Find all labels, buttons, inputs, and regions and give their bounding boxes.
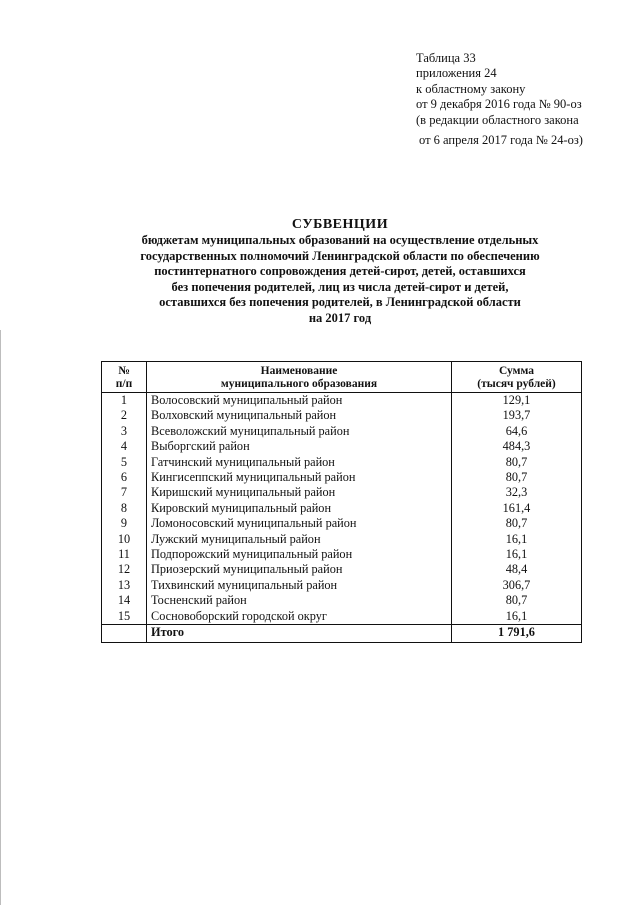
- row-number: 15: [102, 609, 147, 625]
- row-sum: 80,7: [452, 593, 582, 608]
- subsidies-table: [101, 361, 582, 643]
- row-number: 9: [102, 516, 147, 531]
- table-row: [102, 470, 582, 485]
- row-name: Гатчинский муниципальный район: [147, 455, 452, 470]
- row-name: Тосненский район: [147, 593, 452, 608]
- table-row: [102, 424, 582, 439]
- row-number: 13: [102, 578, 147, 593]
- table-row: [102, 578, 582, 593]
- row-name: Лужский муниципальный район: [147, 532, 452, 547]
- header-number-line: п/п: [115, 378, 133, 390]
- table-row: [102, 532, 582, 547]
- table-row: [102, 408, 582, 423]
- total-number-cell: [102, 625, 147, 642]
- table-row: [102, 562, 582, 577]
- row-name: Киришский муниципальный район: [147, 485, 452, 500]
- row-sum: 161,4: [452, 501, 582, 516]
- row-number: 5: [102, 455, 147, 470]
- subtitle-line: без попечения родителей, лиц из числа детей-сирот и детей,: [171, 279, 509, 294]
- row-sum: 16,1: [452, 609, 582, 625]
- table-header-row: [102, 362, 582, 393]
- total-sum: 1 791,6: [452, 625, 582, 642]
- subtitle-line: оставшихся без попечения родителей, в Ленинградской области: [159, 295, 521, 310]
- appendix-line-edition-date: от 6 апреля 2017 года № 24-оз): [419, 133, 583, 148]
- title-main: СУБВЕНЦИИ: [291, 217, 389, 232]
- table-total-row: [102, 625, 582, 642]
- table-row: [102, 593, 582, 608]
- row-number: 11: [102, 547, 147, 562]
- table-row: [102, 516, 582, 531]
- page-edge-line: [0, 330, 1, 905]
- row-number: 2: [102, 408, 147, 423]
- appendix-line-law-date: от 9 декабря 2016 года № 90-оз: [416, 97, 582, 112]
- row-name: Приозерский муниципальный район: [147, 562, 452, 577]
- row-name: Тихвинский муниципальный район: [147, 578, 452, 593]
- row-name: Выборгский район: [147, 439, 452, 454]
- header-number: [102, 362, 147, 393]
- table-row: [102, 485, 582, 500]
- subtitle-line: государственных полномочий Ленинградской области по обеспечению: [140, 248, 540, 263]
- row-name: Кингисеппский муниципальный район: [147, 470, 452, 485]
- total-label: Итого: [147, 625, 452, 642]
- document-title: [60, 216, 620, 327]
- row-sum: 193,7: [452, 408, 582, 423]
- title-subtitle: [60, 233, 620, 327]
- table-row: [102, 547, 582, 562]
- row-sum: 484,3: [452, 439, 582, 454]
- row-name: Сосновоборский городской округ: [147, 609, 452, 625]
- row-sum: 129,1: [452, 393, 582, 409]
- row-name: Кировский муниципальный район: [147, 501, 452, 516]
- row-sum: 48,4: [452, 562, 582, 577]
- appendix-line-table: Таблица 33: [416, 51, 476, 65]
- appendix-line-edition: (в редакции областного закона: [416, 112, 579, 127]
- row-number: 4: [102, 439, 147, 454]
- row-number: 14: [102, 593, 147, 608]
- row-name: Подпорожский муниципальный район: [147, 547, 452, 562]
- row-sum: 16,1: [452, 547, 582, 562]
- appendix-note: [416, 51, 631, 148]
- subtitle-line: бюджетам муниципальных образований на осуществление отдельных: [141, 233, 539, 247]
- row-name: Волосовский муниципальный район: [147, 393, 452, 409]
- header-number-line: №: [118, 365, 130, 377]
- header-name-line: Наименование: [260, 365, 338, 377]
- header-name: [147, 362, 452, 393]
- row-sum: 32,3: [452, 485, 582, 500]
- row-sum: 306,7: [452, 578, 582, 593]
- row-sum: 80,7: [452, 470, 582, 485]
- row-number: 1: [102, 393, 147, 409]
- header-sum-line: Сумма: [499, 365, 534, 377]
- row-number: 3: [102, 424, 147, 439]
- row-name: Ломоносовский муниципальный район: [147, 516, 452, 531]
- appendix-line-appendix: приложения 24: [416, 66, 497, 81]
- row-number: 8: [102, 501, 147, 516]
- table-row: [102, 609, 582, 625]
- row-sum: 80,7: [452, 516, 582, 531]
- subtitle-line: на 2017 год: [308, 310, 372, 325]
- row-name: Всеволожский муниципальный район: [147, 424, 452, 439]
- row-sum: 80,7: [452, 455, 582, 470]
- header-name-line: муниципального образования: [220, 378, 378, 390]
- row-number: 10: [102, 532, 147, 547]
- row-sum: 64,6: [452, 424, 582, 439]
- table-row: [102, 439, 582, 454]
- appendix-line-law: к областному закону: [416, 81, 526, 96]
- table-row: [102, 455, 582, 470]
- header-sum-line: (тысяч рублей): [477, 378, 556, 390]
- row-number: 12: [102, 562, 147, 577]
- table-row: [102, 393, 582, 409]
- row-name: Волховский муниципальный район: [147, 408, 452, 423]
- row-number: 7: [102, 485, 147, 500]
- header-sum: [452, 362, 582, 393]
- table-row: [102, 501, 582, 516]
- row-sum: 16,1: [452, 532, 582, 547]
- row-number: 6: [102, 470, 147, 485]
- subtitle-line: постинтернатного сопровождения детей-сирот, детей, оставшихся: [154, 264, 526, 279]
